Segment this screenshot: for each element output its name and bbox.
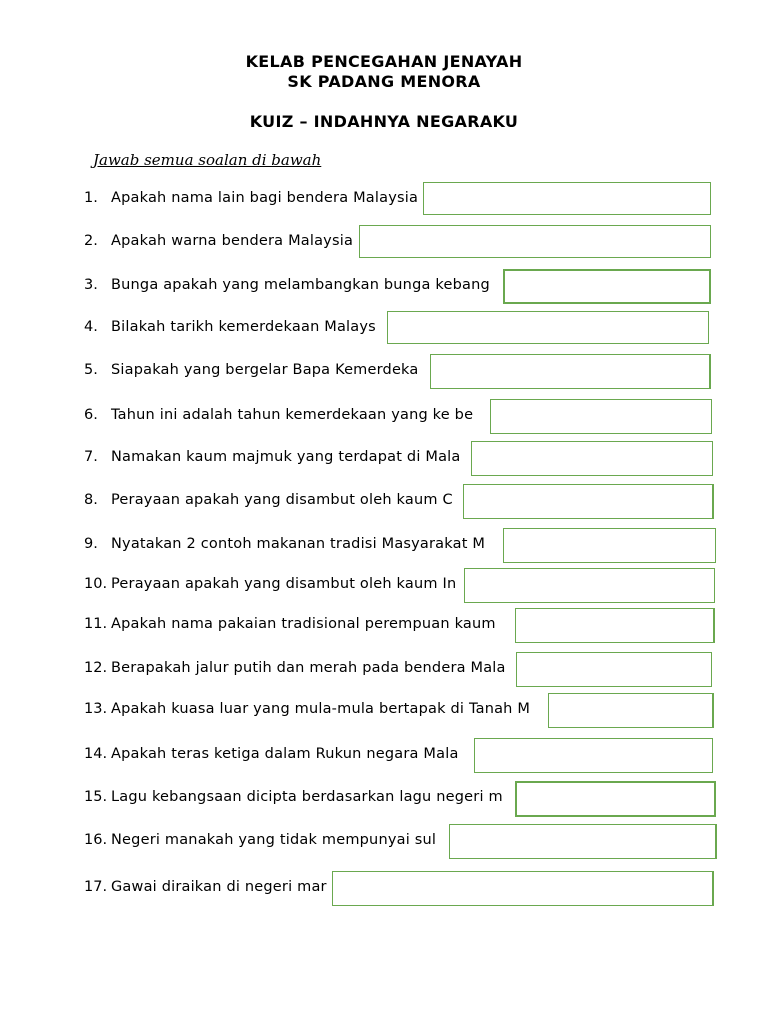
answer-box[interactable] <box>449 824 717 859</box>
question-text: Siapakah yang bergelar Bapa Kemerdeka <box>111 362 419 378</box>
quiz-title: KUIZ – INDAHNYA NEGARAKU <box>249 112 519 131</box>
answer-box[interactable] <box>387 311 709 344</box>
question-text: Apakah nama pakaian tradisional perempuan kaum <box>111 616 496 632</box>
question-row <box>0 871 768 907</box>
question-number: 6. <box>84 407 98 423</box>
answer-box[interactable] <box>515 781 716 817</box>
club-title: KELAB PENCEGAHAN JENAYAH <box>245 52 523 71</box>
question-text: Nyatakan 2 contoh makanan tradisi Masyarakat M <box>111 536 486 552</box>
question-number: 9. <box>84 536 98 552</box>
answer-box[interactable] <box>464 568 715 603</box>
question-row <box>0 652 768 688</box>
question-row <box>0 568 768 604</box>
question-number: 1. <box>84 190 98 206</box>
question-text: Berapakah jalur putih dan merah pada bendera Mala <box>111 660 506 676</box>
question-number: 11. <box>84 616 108 632</box>
answer-box[interactable] <box>332 871 714 906</box>
question-text: Namakan kaum majmuk yang terdapat di Mala <box>111 449 461 465</box>
question-number: 15. <box>84 789 108 805</box>
answer-box[interactable] <box>503 528 716 563</box>
question-number: 7. <box>84 449 98 465</box>
school-name: SK PADANG MENORA <box>287 72 481 91</box>
question-text: Tahun ini adalah tahun kemerdekaan yang ke be <box>111 407 474 423</box>
question-text: Negeri manakah yang tidak mempunyai sul <box>111 832 437 848</box>
answer-box[interactable] <box>515 608 715 643</box>
question-number: 14. <box>84 746 108 762</box>
answer-box[interactable] <box>474 738 713 773</box>
question-text: Bunga apakah yang melambangkan bunga kebang <box>111 277 490 293</box>
answer-box[interactable] <box>471 441 713 476</box>
question-text: Apakah warna bendera Malaysia <box>111 233 354 249</box>
question-row <box>0 182 768 218</box>
question-row <box>0 311 768 347</box>
question-number: 13. <box>84 701 108 717</box>
answer-box[interactable] <box>359 225 711 258</box>
question-text: Perayaan apakah yang disambut oleh kaum C <box>111 492 453 508</box>
question-number: 3. <box>84 277 98 293</box>
question-row <box>0 608 768 644</box>
question-row <box>0 693 768 729</box>
question-text: Perayaan apakah yang disambut oleh kaum In <box>111 576 457 592</box>
answer-box[interactable] <box>516 652 712 687</box>
question-row <box>0 354 768 390</box>
question-text: Apakah nama lain bagi bendera Malaysia <box>111 190 419 206</box>
question-number: 8. <box>84 492 98 508</box>
question-number: 10. <box>84 576 108 592</box>
question-text: Apakah teras ketiga dalam Rukun negara Mala <box>111 746 459 762</box>
question-row <box>0 824 768 860</box>
question-row <box>0 781 768 817</box>
question-number: 4. <box>84 319 98 335</box>
answer-box[interactable] <box>503 269 711 304</box>
question-number: 16. <box>84 832 108 848</box>
question-text: Gawai diraikan di negeri mar <box>111 879 327 895</box>
question-row <box>0 399 768 435</box>
question-number: 5. <box>84 362 98 378</box>
question-number: 17. <box>84 879 108 895</box>
question-text: Bilakah tarikh kemerdekaan Malays <box>111 319 376 335</box>
question-row <box>0 269 768 305</box>
answer-box[interactable] <box>423 182 711 215</box>
question-row <box>0 484 768 520</box>
question-row <box>0 441 768 477</box>
question-row <box>0 738 768 774</box>
question-text: Lagu kebangsaan dicipta berdasarkan lagu negeri m <box>111 789 503 805</box>
question-text: Apakah kuasa luar yang mula-mula bertapak di Tanah M <box>111 701 531 717</box>
answer-box[interactable] <box>430 354 711 389</box>
answer-box[interactable] <box>548 693 714 728</box>
question-number: 12. <box>84 660 108 676</box>
instruction-text: Jawab semua soalan di bawah <box>93 151 322 169</box>
question-row <box>0 528 768 564</box>
answer-box[interactable] <box>490 399 712 434</box>
question-row <box>0 225 768 261</box>
answer-box[interactable] <box>463 484 714 519</box>
question-number: 2. <box>84 233 98 249</box>
